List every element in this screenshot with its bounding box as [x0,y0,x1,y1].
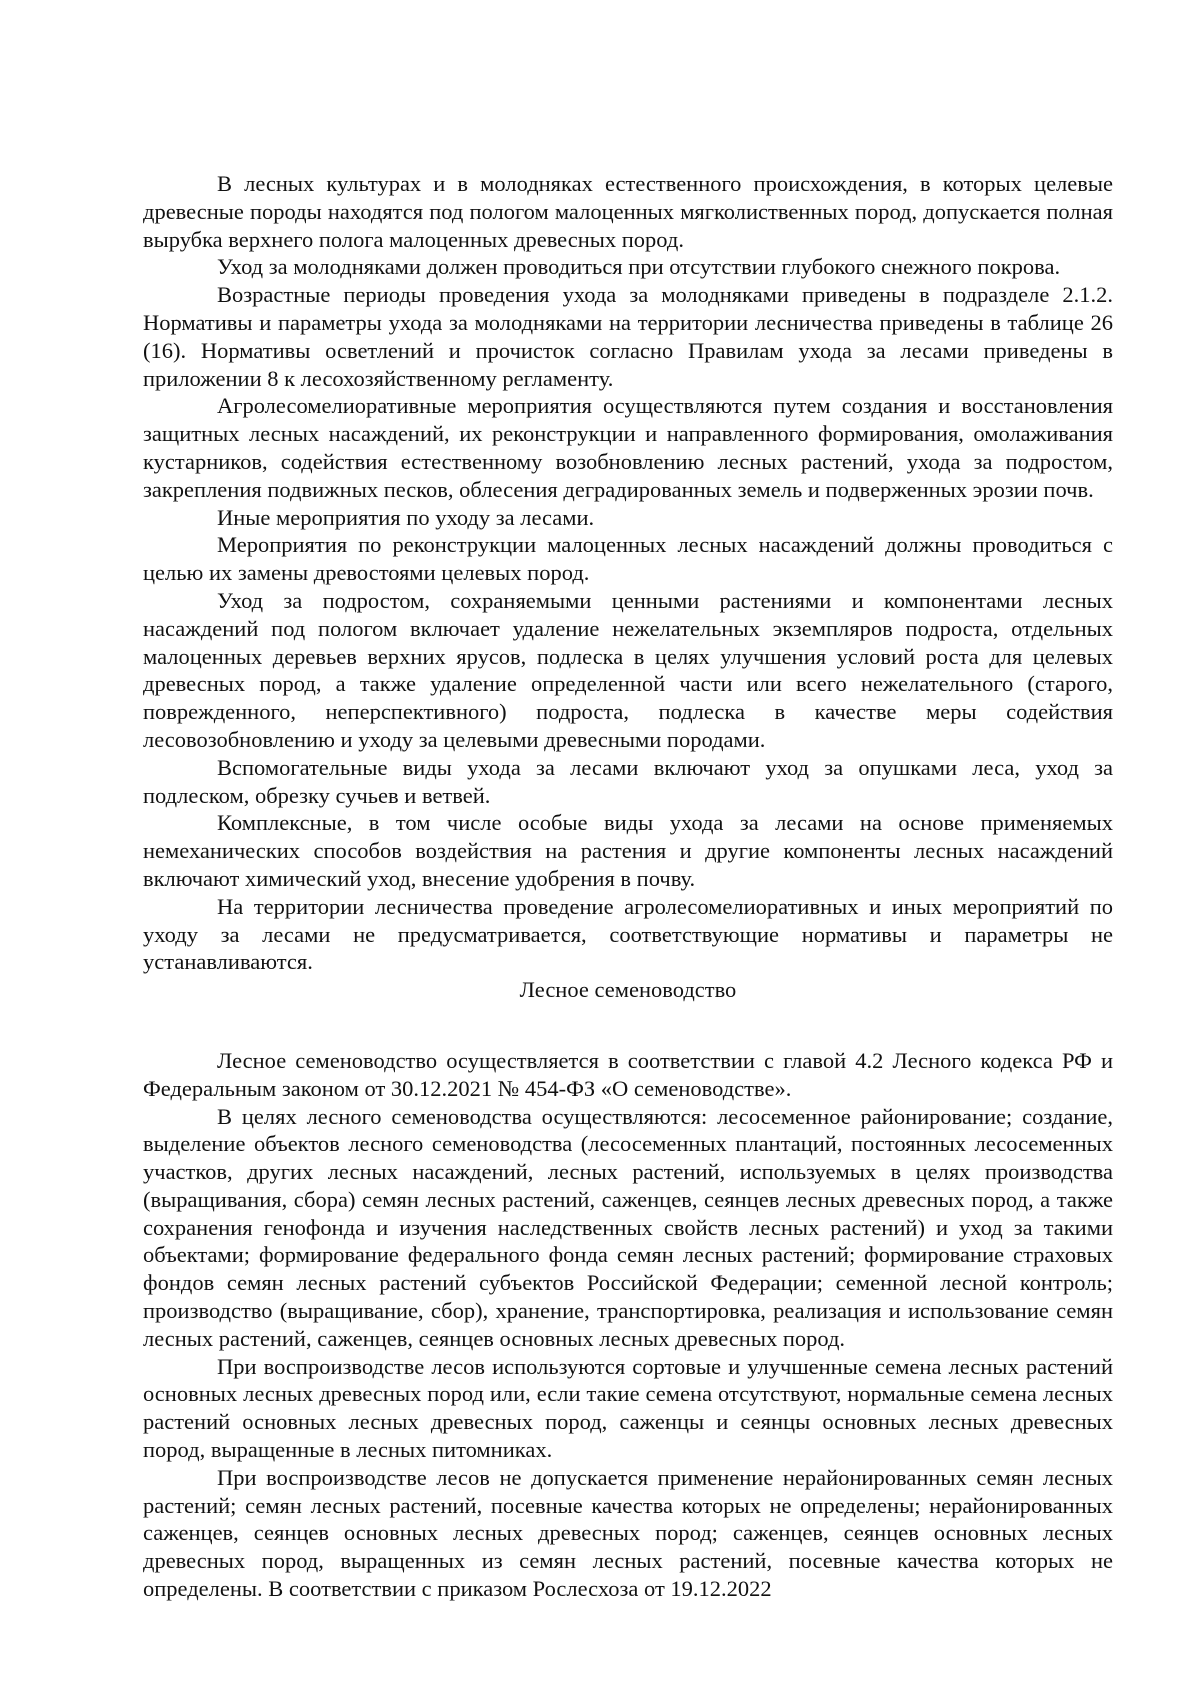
document-body [143,170,1113,1603]
section-spacer [143,1004,1113,1047]
paragraph: Комплексные, в том числе особые виды ухода за лесами на основе применяемых немеханических способов воздействия на растения и другие компоненты лесных насаждений включают химический уход, внесение удобрения в почву. [143,810,1113,891]
paragraph: При воспроизводстве лесов используются сортовые и улучшенные семена лесных растений основных лесных древесных пород или, если такие семена отсутствуют, нормальные семена лесных растений основных лесных древесных пород, саженцы и сеянцы основных лесных древесных пород, выращенные в лесных питомниках. [143,1353,1113,1463]
paragraph: Мероприятия по реконструкции малоценных лесных насаждений должны проводиться с целью их замены древостоями целевых пород. [143,532,1113,586]
section-heading: Лесное семеноводство [519,977,737,1003]
paragraph: В целях лесного семеноводства осуществляются: лесосеменное районирование; создание, выделение объектов лесного семеноводства (лесосеменных плантаций, постоянных лесосеменных участков, других лесных насаждений, лесных растений, используемых в целях производства (выращивания, сбора) семян лесных растений, саженцев, сеянцев лесных древесных пород, а также сохранения генофонда и изучения наследственных свойств лесных растений) и уход за такими объектами; формирование федерального фонда семян лесных растений; формирование страховых фондов семян лесных растений субъектов Российской Федерации; семенной лесной контроль; производство (выращивание, сбор), хранение, транспортировка, реализация и использование семян лесных растений, саженцев, сеянцев основных лесных древесных пород. [143,1103,1113,1351]
paragraph: На территории лесничества проведение агролесомелиоративных и иных мероприятий по уходу за лесами не предусматривается, соответствующие нормативы и параметры не устанавливаются. [143,893,1113,975]
paragraph: При воспроизводстве лесов не допускается применение нерайонированных семян лесных растений; семян лесных растений, посевные качества которых не определены; нерайонированных саженцев, сеянцев основных лесных древесных пород; саженцев, сеянцев основных лесных древесных пород, выращенных из семян лесных растений, посевные качества которых не определены. В соответствии с приказом Рослесхоза от 19.12.2022 [143,1464,1113,1602]
paragraph: Уход за молодняками должен проводиться при отсутствии глубокого снежного покрова. [217,254,1061,280]
paragraph: Возрастные периоды проведения ухода за молодняками приведены в подразделе 2.1.2. Нормативы и параметры ухода за молодняками на территории лесничества приведены в таблице 26 (16). Нормативы осветлений и прочисток согласно Правилам ухода за лесами приведены в приложении 8 к лесохозяйственному регламенту. [143,282,1113,391]
paragraph: Агролесомелиоративные мероприятия осуществляются путем создания и восстановления защитных лесных насаждений, их реконструкции и направленного формирования, омолаживания кустарников, содействия естественному возобновлению лесных растений, ухода за подростом, закрепления подвижных песков, облесения деградированных земель и подверженных эрозии почв. [143,393,1113,502]
paragraph: Лесное семеноводство осуществляется в соответствии с главой 4.2 Лесного кодекса РФ и Федеральным законом от 30.12.2021 № 454-ФЗ «О семеноводстве». [143,1047,1113,1101]
paragraph: Иные мероприятия по уходу за лесами. [217,504,595,530]
paragraph: Вспомогательные виды ухода за лесами включают уход за опушками леса, уход за подлеском, обрезку сучьев и ветвей. [143,754,1113,808]
paragraph: В лесных культурах и в молодняках естественного происхождения, в которых целевые древесные породы находятся под пологом малоценных мягколиственных пород, допускается полная вырубка верхнего полога малоценных древесных пород. [143,171,1113,252]
paragraph: Уход за подростом, сохраняемыми ценными растениями и компонентами лесных насаждений под пологом включает удаление нежелательных экземпляров подроста, отдельных малоценных деревьев верхних ярусов, подлеска в целях улучшения условий роста для целевых древесных пород, а также удаление определенной части или всего нежелательного (старого, поврежденного, неперспективного) подроста, подлеска в качестве меры содействия лесовозобновлению и уходу за целевыми древесными породами. [143,587,1113,752]
